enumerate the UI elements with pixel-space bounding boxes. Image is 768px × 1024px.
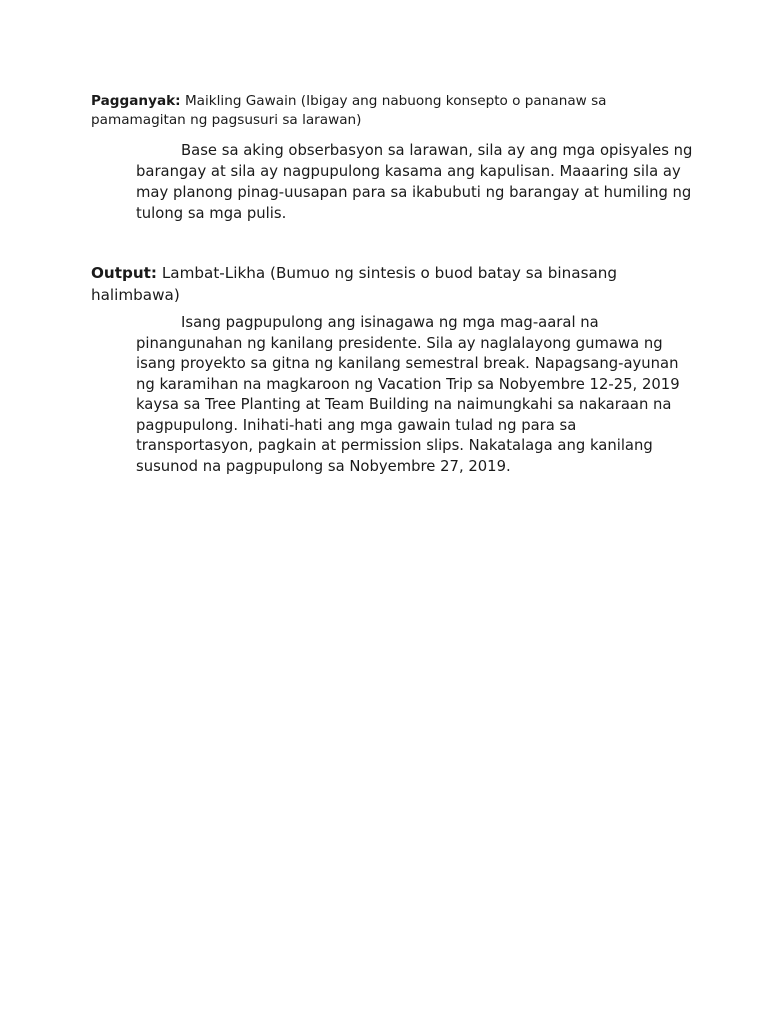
output-label: Output: (91, 264, 158, 282)
pagganyak-title: Maikling Gawain (Ibigay ang nabuong konsepto o pananaw sa pamamagitan ng pagsusuri sa larawan) (91, 93, 607, 128)
output-title: Lambat-Likha (Bumuo ng sintesis o buod batay sa binasang halimbawa) (91, 264, 618, 304)
pagganyak-paragraph: Base sa aking obserbasyon sa larawan, sila ay ang mga opisyales ng barangay at sila ay nagpupulong kasama ang kapulisan. Maaaring sila ay may planong pinag-uusapan para sa ikabubuti ng barangay at humiling ng tulong sa mga pulis. (136, 142, 693, 222)
output-paragraph: Isang pagpupulong ang isinagawa ng mga mag-aaral na pinangunahan ng kanilang presidente. Sila ay naglalayong gumawa ng isang proyekto sa gitna ng kanilang semestral break. Napagsang-ayunan ng karamihan na magkaroon ng Vacation Trip sa Nobyembre 12-25, 2019 kaysa sa Tree Planting at Team Building na naimungkahi sa nakaraan na pagpupulong. Inihati-hati ang mga gawain tulad ng para sa transportasyon, pagkain at permission slips. Nakatalaga ang kanilang susunod na pagpupulong sa Nobyembre 27, 2019. (136, 314, 680, 475)
pagganyak-label: Pagganyak: (91, 93, 181, 109)
pagganyak-heading (91, 92, 691, 130)
output-heading (91, 262, 691, 306)
